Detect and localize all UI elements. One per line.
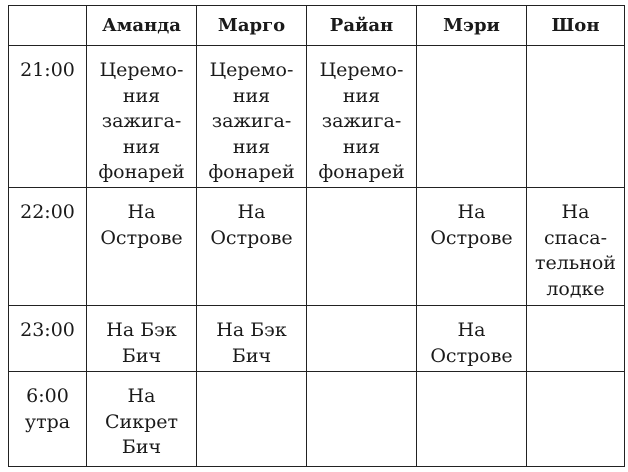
table-cell	[197, 188, 307, 306]
table-cell	[417, 188, 527, 306]
cell-text: Церемо- ния зажига- ния фонарей	[318, 59, 405, 183]
table-row	[9, 46, 625, 188]
cell-text	[527, 372, 624, 384]
cell-text: На Острове	[430, 201, 513, 249]
time-cell	[9, 46, 87, 188]
time-label: 22:00	[20, 201, 75, 223]
time-label: 23:00	[20, 319, 75, 341]
cell-text: На спаса- тельной лодке	[535, 201, 616, 300]
table-cell	[527, 188, 625, 306]
header-cell-corner	[9, 6, 87, 46]
table-row	[9, 372, 625, 467]
cell-text	[307, 306, 416, 318]
header-cell-mary: Мэри	[417, 6, 527, 46]
cell-text	[307, 188, 416, 200]
time-cell	[9, 306, 87, 372]
table-cell	[307, 46, 417, 188]
table-cell	[527, 306, 625, 372]
table-cell	[417, 372, 527, 467]
cell-text: На Бэк Бич	[106, 319, 177, 367]
table-cell	[307, 372, 417, 467]
time-label: 21:00	[20, 59, 75, 81]
cell-text: На Бэк Бич	[216, 319, 287, 367]
table-cell	[87, 306, 197, 372]
table-cell	[197, 372, 307, 467]
cell-text: На Сикрет Бич	[105, 385, 178, 458]
table-cell	[307, 188, 417, 306]
cell-text: На Острове	[100, 201, 183, 249]
table-cell	[527, 372, 625, 467]
schedule-table	[8, 5, 625, 467]
table-cell	[87, 46, 197, 188]
cell-text	[417, 46, 526, 58]
header-row	[9, 6, 625, 46]
cell-text	[527, 306, 624, 318]
cell-text: На Острове	[210, 201, 293, 249]
cell-text: Церемо- ния зажига- ния фонарей	[98, 59, 185, 183]
cell-text	[197, 372, 306, 384]
header-cell-shon: Шон	[527, 6, 625, 46]
cell-text	[527, 46, 624, 58]
time-cell	[9, 372, 87, 467]
cell-text: На Острове	[430, 319, 513, 367]
table-cell	[527, 46, 625, 188]
table-cell	[417, 46, 527, 188]
time-label: 6:00 утра	[24, 385, 71, 433]
table-row	[9, 306, 625, 372]
table-cell	[197, 306, 307, 372]
table-cell	[87, 372, 197, 467]
table-cell	[307, 306, 417, 372]
cell-text	[417, 372, 526, 384]
header-cell-margo: Марго	[197, 6, 307, 46]
time-cell	[9, 188, 87, 306]
table-row	[9, 188, 625, 306]
header-cell-amanda: Аманда	[87, 6, 197, 46]
table-cell	[197, 46, 307, 188]
header-cell-ryan: Райан	[307, 6, 417, 46]
cell-text: Церемо- ния зажига- ния фонарей	[208, 59, 295, 183]
table-cell	[87, 188, 197, 306]
cell-text	[307, 372, 416, 384]
table-cell	[417, 306, 527, 372]
